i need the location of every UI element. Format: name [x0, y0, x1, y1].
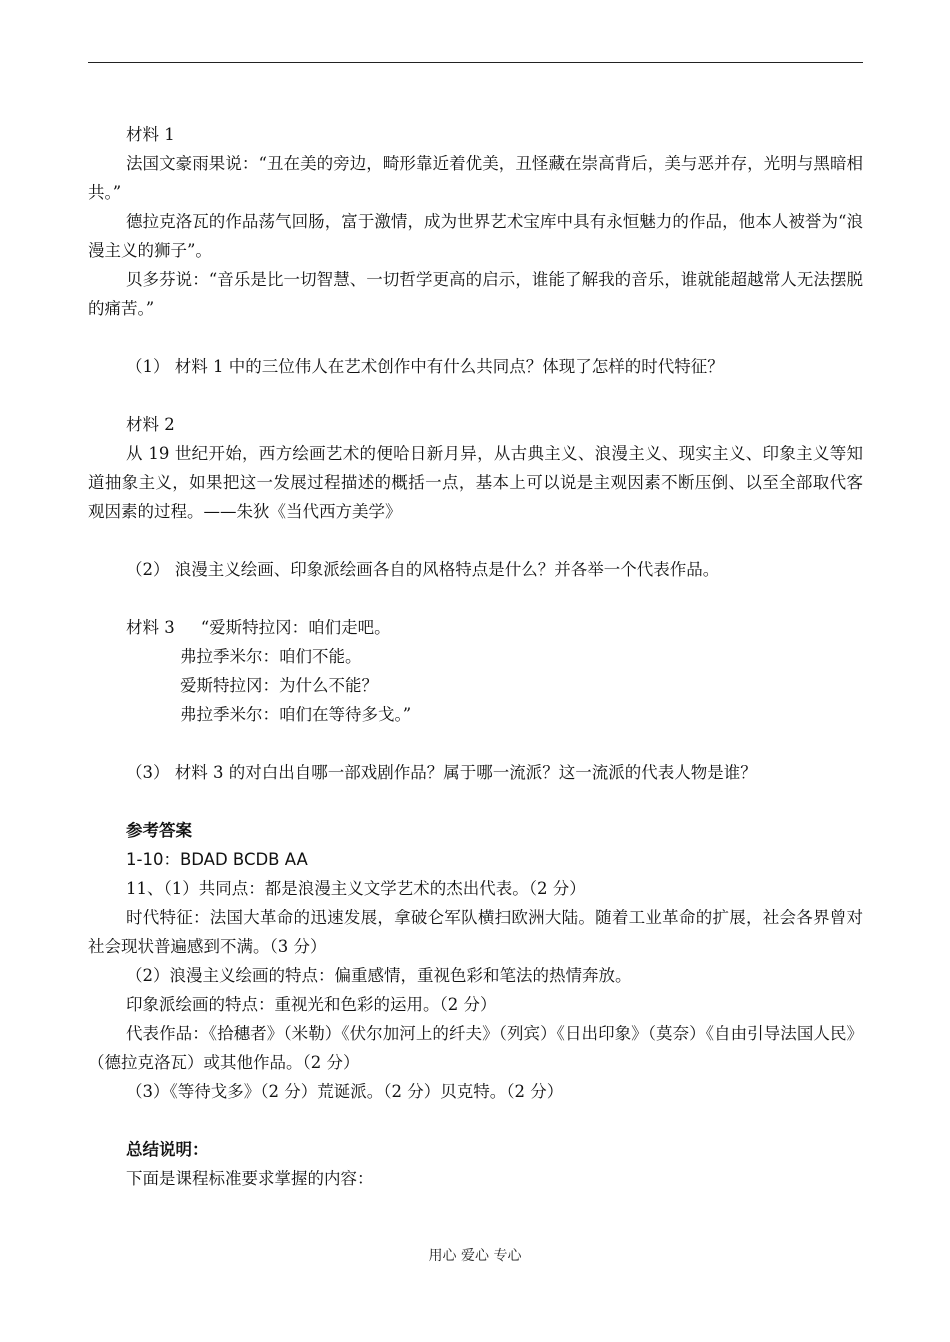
- answers-heading: 参考答案: [126, 821, 192, 840]
- material-1-beethoven-quote: 贝多芬说：“音乐是比一切智慧、一切哲学更高的启示，谁能了解我的音乐，谁就能超越常人无法摆脱的痛苦。”: [88, 270, 863, 318]
- material-1-hugo-quote: 法国文豪雨果说：“丑在美的旁边，畸形靠近着优美，丑怪藏在崇高背后，美与恶并存，光明与黑暗相共。”: [88, 154, 863, 202]
- question-1: （1） 材料 1 中的三位伟人在艺术创作中有什么共同点？体现了怎样的时代特征？: [126, 357, 724, 376]
- summary-text: 下面是课程标准要求掌握的内容：: [126, 1169, 374, 1188]
- answer-11-representative-works: 代表作品：《拾穗者》（米勒）《伏尔加河上的纤夫》（列宾）《日出印象》（莫奈）《自由引导法国人民》（德拉克洛瓦）或其他作品。（2 分）: [88, 1024, 863, 1072]
- dialogue-line-2: 弗拉季米尔：咱们不能。: [180, 647, 362, 666]
- dialogue-line-4: 弗拉季米尔：咱们在等待多戈。”: [180, 705, 412, 724]
- header-rule: [88, 62, 863, 63]
- answer-11-era-features: 时代特征：法国大革命的迅速发展，拿破仑军队横扫欧洲大陆。随着工业革命的扩展，社会各界曾对社会现状普遍感到不满。（3 分）: [88, 908, 863, 956]
- answer-11-part-2: （2）浪漫主义绘画的特点：偏重感情，重视色彩和笔法的热情奔放。: [126, 966, 632, 985]
- material-3-first-line: [88, 613, 863, 642]
- answer-11-impressionism: 印象派绘画的特点：重视光和色彩的运用。（2 分）: [126, 995, 497, 1014]
- answer-11-part-1: 11、（1）共同点：都是浪漫主义文学艺术的杰出代表。（2 分）: [126, 879, 586, 898]
- page-footer: 用心 爱心 专心: [428, 1248, 522, 1264]
- material-3-label: 材料 3: [126, 618, 175, 637]
- dialogue-line-1: “爱斯特拉冈：咱们走吧。: [200, 618, 391, 637]
- question-2: （2） 浪漫主义绘画、印象派绘画各自的风格特点是什么？并各举一个代表作品。: [126, 560, 720, 579]
- summary-heading: 总结说明：: [126, 1140, 209, 1159]
- dialogue-line-3: 爱斯特拉冈：为什么不能？: [180, 676, 378, 695]
- material-1-label: 材料 1: [126, 125, 175, 144]
- answer-11-part-3: （3）《等待戈多》（2 分）荒诞派。（2 分）贝克特。（2 分）: [126, 1082, 564, 1101]
- answers-multiple-choice: 1-10：BDAD BCDB AA: [126, 850, 308, 869]
- material-1-delacroix: 德拉克洛瓦的作品荡气回肠，富于激情，成为世界艺术宝库中具有永恒魅力的作品，他本人被誉为“浪漫主义的狮子”。: [88, 212, 863, 260]
- document-body: [88, 120, 863, 1193]
- material-2-text: 从 19 世纪开始，西方绘画艺术的便哈日新月异，从古典主义、浪漫主义、现实主义、印象主义等知道抽象主义，如果把这一发展过程描述的概括一点，基本上可以说是主观因素不断压倒、以至全部取代客观因素的过程。——朱狄《当代西方美学》: [88, 444, 863, 521]
- question-3: （3） 材料 3 的对白出自哪一部戏剧作品？属于哪一流派？这一流派的代表人物是谁？: [126, 763, 757, 782]
- material-2-label: 材料 2: [126, 415, 175, 434]
